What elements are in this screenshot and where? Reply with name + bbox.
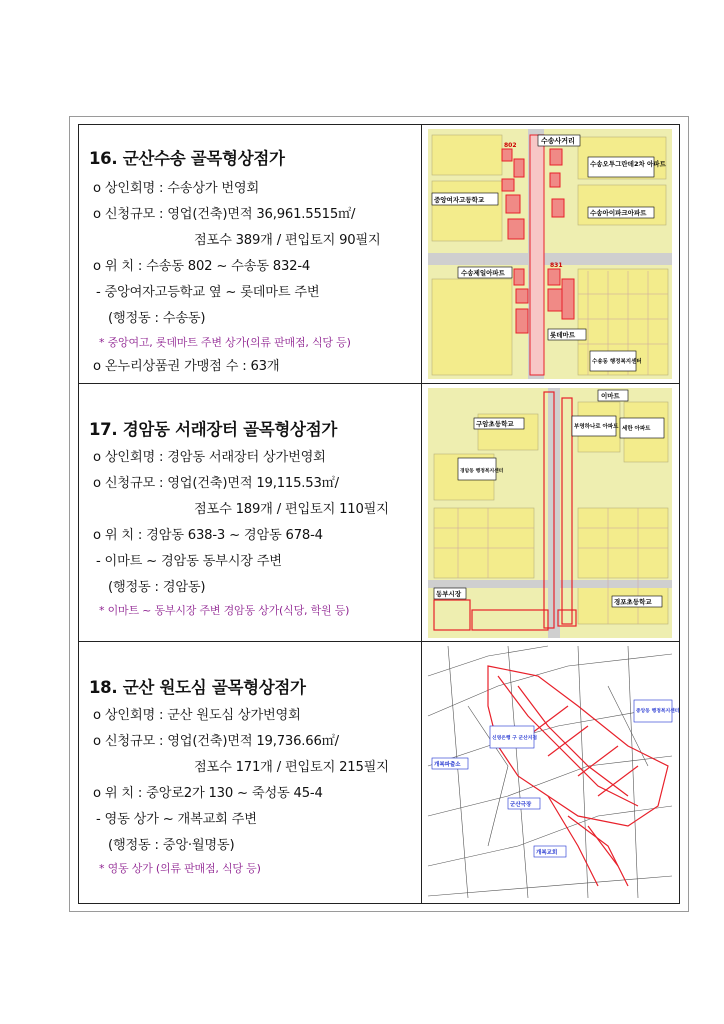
map-label: 경포초등학교 [614, 598, 652, 606]
section-18-text [79, 642, 422, 903]
location: o 위 치 : 경암동 638-3 ~ 경암동 678-4 [93, 528, 323, 543]
commercial-district-table [78, 124, 680, 904]
location: o 위 치 : 수송동 802 ~ 수송동 832-4 [93, 259, 311, 274]
map-label: 경암동 행정복지센터 [460, 469, 504, 474]
page-frame [69, 116, 689, 912]
location-detail: - 이마트 ~ 경암동 동부시장 주변 [96, 554, 282, 569]
section-title: 16. 군산수송 골목형상점가 [89, 149, 285, 168]
map-label: 수송동 행정복지센터 [592, 359, 642, 365]
suso-map-image [428, 129, 672, 379]
map-label: 831 [550, 262, 563, 269]
map-label: 세한 아파트 [622, 426, 651, 432]
store-count: 점포수 389개 / 편입토지 90필지 [194, 233, 381, 248]
map-label: 수송제일아파트 [461, 269, 505, 277]
admin-district: (행정동 : 중앙·월명동) [108, 838, 235, 853]
section-title: 18. 군산 원도심 골목형상점가 [89, 678, 306, 697]
merchant-association: o 상인회명 : 수송상가 번영회 [93, 181, 260, 196]
map-label: 수송오투그란데2차 아파트 [590, 160, 666, 168]
map-label: 중앙여자고등학교 [434, 196, 485, 204]
note: * 영동 상가 (의류 판매점, 식당 등) [99, 862, 261, 875]
location-detail: - 중앙여자고등학교 옆 ~ 롯데마트 주변 [96, 285, 320, 300]
location-detail: - 영동 상가 ~ 개복교회 주변 [96, 812, 257, 827]
map-label: 중앙동 행정복지센터 [636, 709, 680, 714]
section-title: 17. 경암동 서래장터 골목형상점가 [89, 420, 337, 439]
location: o 위 치 : 중앙로2가 130 ~ 죽성동 45-4 [93, 786, 323, 801]
merchant-association: o 상인회명 : 군산 원도심 상가번영회 [93, 708, 301, 723]
map-label: 개복파출소 [434, 762, 461, 768]
section-17-text [79, 384, 422, 641]
map-label: 개복교회 [536, 850, 558, 856]
store-count: 점포수 171개 / 편입토지 215필지 [194, 760, 389, 775]
section-17-row [79, 384, 679, 642]
wondosim-map-image [428, 646, 680, 898]
onnuri-stores: o 온누리상품권 가맹점 수 : 63개 [93, 359, 280, 374]
store-count: 점포수 189개 / 편입토지 110필지 [194, 502, 389, 517]
map-label: 이마트 [601, 392, 620, 400]
map-label: 구암초등학교 [476, 420, 514, 428]
section-16-row [79, 125, 679, 384]
note: * 이마트 ~ 동부시장 주변 경암동 상가(식당, 학원 등) [99, 604, 350, 617]
section-17-map [422, 384, 679, 641]
map-label: 신영은행 구 군산지점 [492, 736, 538, 741]
application-scale: o 신청규모 : 영업(건축)면적 19,115.53㎡/ [93, 476, 339, 491]
map-label: 군산극장 [510, 802, 532, 808]
map-label: 부영하나로 아파트 [574, 424, 619, 430]
map-label: 동부시장 [436, 590, 462, 598]
admin-district: (행정동 : 수송동) [108, 311, 206, 326]
map-label: 802 [504, 142, 517, 149]
section-18-map [422, 642, 679, 903]
gyeongam-map-image [428, 388, 672, 638]
admin-district: (행정동 : 경암동) [108, 580, 206, 595]
map-label: 롯데마트 [550, 331, 576, 339]
section-16-text [79, 125, 422, 383]
section-16-map [422, 125, 679, 383]
merchant-association: o 상인회명 : 경암동 서래장터 상가번영회 [93, 450, 326, 465]
map-label: 수송아이파크아파트 [590, 209, 647, 217]
note: * 중앙여고, 롯데마트 주변 상가(의류 판매점, 식당 등) [99, 336, 351, 349]
application-scale: o 신청규모 : 영업(건축)면적 19,736.66㎡/ [93, 734, 339, 749]
application-scale: o 신청규모 : 영업(건축)면적 36,961.5515㎡/ [93, 207, 356, 222]
section-18-row [79, 642, 679, 903]
map-label: 수송사거리 [541, 137, 575, 145]
